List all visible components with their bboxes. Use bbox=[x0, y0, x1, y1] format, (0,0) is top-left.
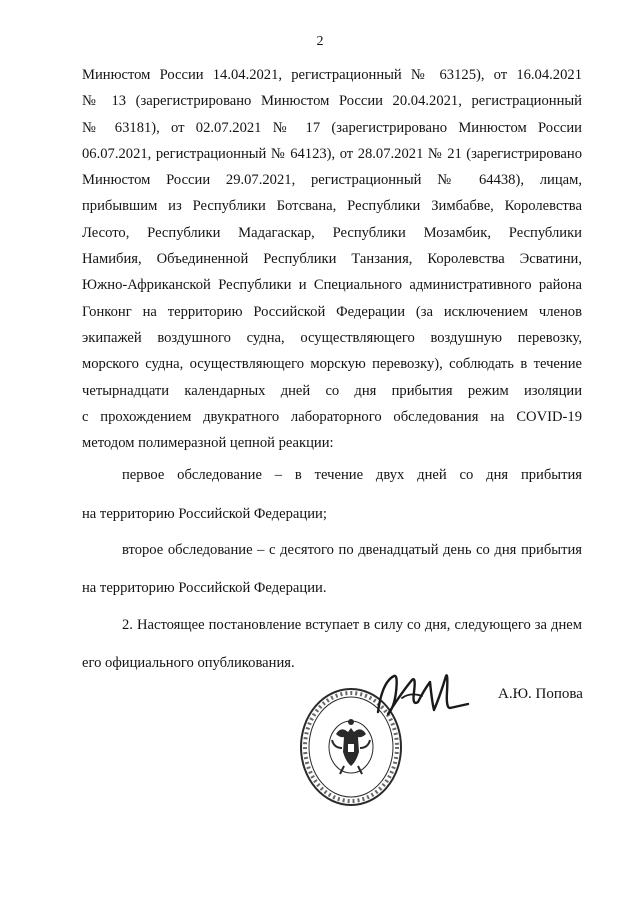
document-body bbox=[82, 62, 582, 676]
text-line: с прохождением двукратного лабораторного обследования на COVID-19 bbox=[82, 408, 582, 425]
text-line: Южно-Африканской Республики и Специального административного района bbox=[82, 277, 582, 294]
text-line: 2. Настоящее постановление вступает в силу со дня, следующего за днем bbox=[122, 616, 582, 633]
first-exam-paragraph bbox=[82, 462, 582, 527]
text-line: на территорию Российской Федерации; bbox=[82, 505, 327, 522]
text-line: Гонконг на территорию Российской Федерации (за исключением членов bbox=[82, 303, 582, 320]
page-number: 2 bbox=[316, 34, 324, 49]
text-line: четырнадцати календарных дней со дня прибытия режим изоляции bbox=[82, 382, 582, 399]
effective-date-paragraph bbox=[82, 612, 582, 677]
text-line: методом полимеразной цепной реакции: bbox=[82, 435, 334, 452]
text-line: первое обследование – в течение двух дней со дня прибытия bbox=[122, 467, 582, 484]
text-line: Намибия, Объединенной Республики Танзания, Королевства Эсватини, bbox=[82, 251, 582, 268]
text-line: 06.07.2021, регистрационный № 64123), от 28.07.2021 № 21 (зарегистрировано bbox=[82, 145, 582, 162]
text-line: № 63181), от 02.07.2021 № 17 (зарегистрировано Минюстом России bbox=[82, 119, 582, 136]
signer-name: А.Ю. Попова bbox=[498, 686, 583, 702]
text-line: № 13 (зарегистрировано Минюстом России 20.04.2021, регистрационный bbox=[82, 93, 582, 110]
text-line: экипажей воздушного судна, осуществляющего воздушную перевозку, bbox=[82, 329, 582, 346]
text-line: второе обследование – с десятого по двенадцатый день со дня прибытия bbox=[122, 542, 582, 559]
handwritten-signature-icon bbox=[372, 662, 472, 728]
text-line: на территорию Российской Федерации. bbox=[82, 580, 327, 597]
text-line: его официального опубликования. bbox=[82, 654, 295, 671]
text-line: Минюстом России 29.07.2021, регистрационный № 64438), лицам, bbox=[82, 172, 582, 189]
text-line: Лесото, Республики Мадагаскар, Республики Мозамбик, Республики bbox=[82, 224, 582, 241]
second-exam-paragraph bbox=[82, 537, 582, 602]
text-line: Минюстом России 14.04.2021, регистрационный № 63125), от 16.04.2021 bbox=[82, 67, 582, 83]
main-paragraph bbox=[82, 62, 582, 456]
text-line: прибывшим из Республики Ботсвана, Республики Зимбабве, Королевства bbox=[82, 198, 582, 215]
text-line: морского судна, осуществляющего морскую перевозку), соблюдать в течение bbox=[82, 356, 582, 373]
